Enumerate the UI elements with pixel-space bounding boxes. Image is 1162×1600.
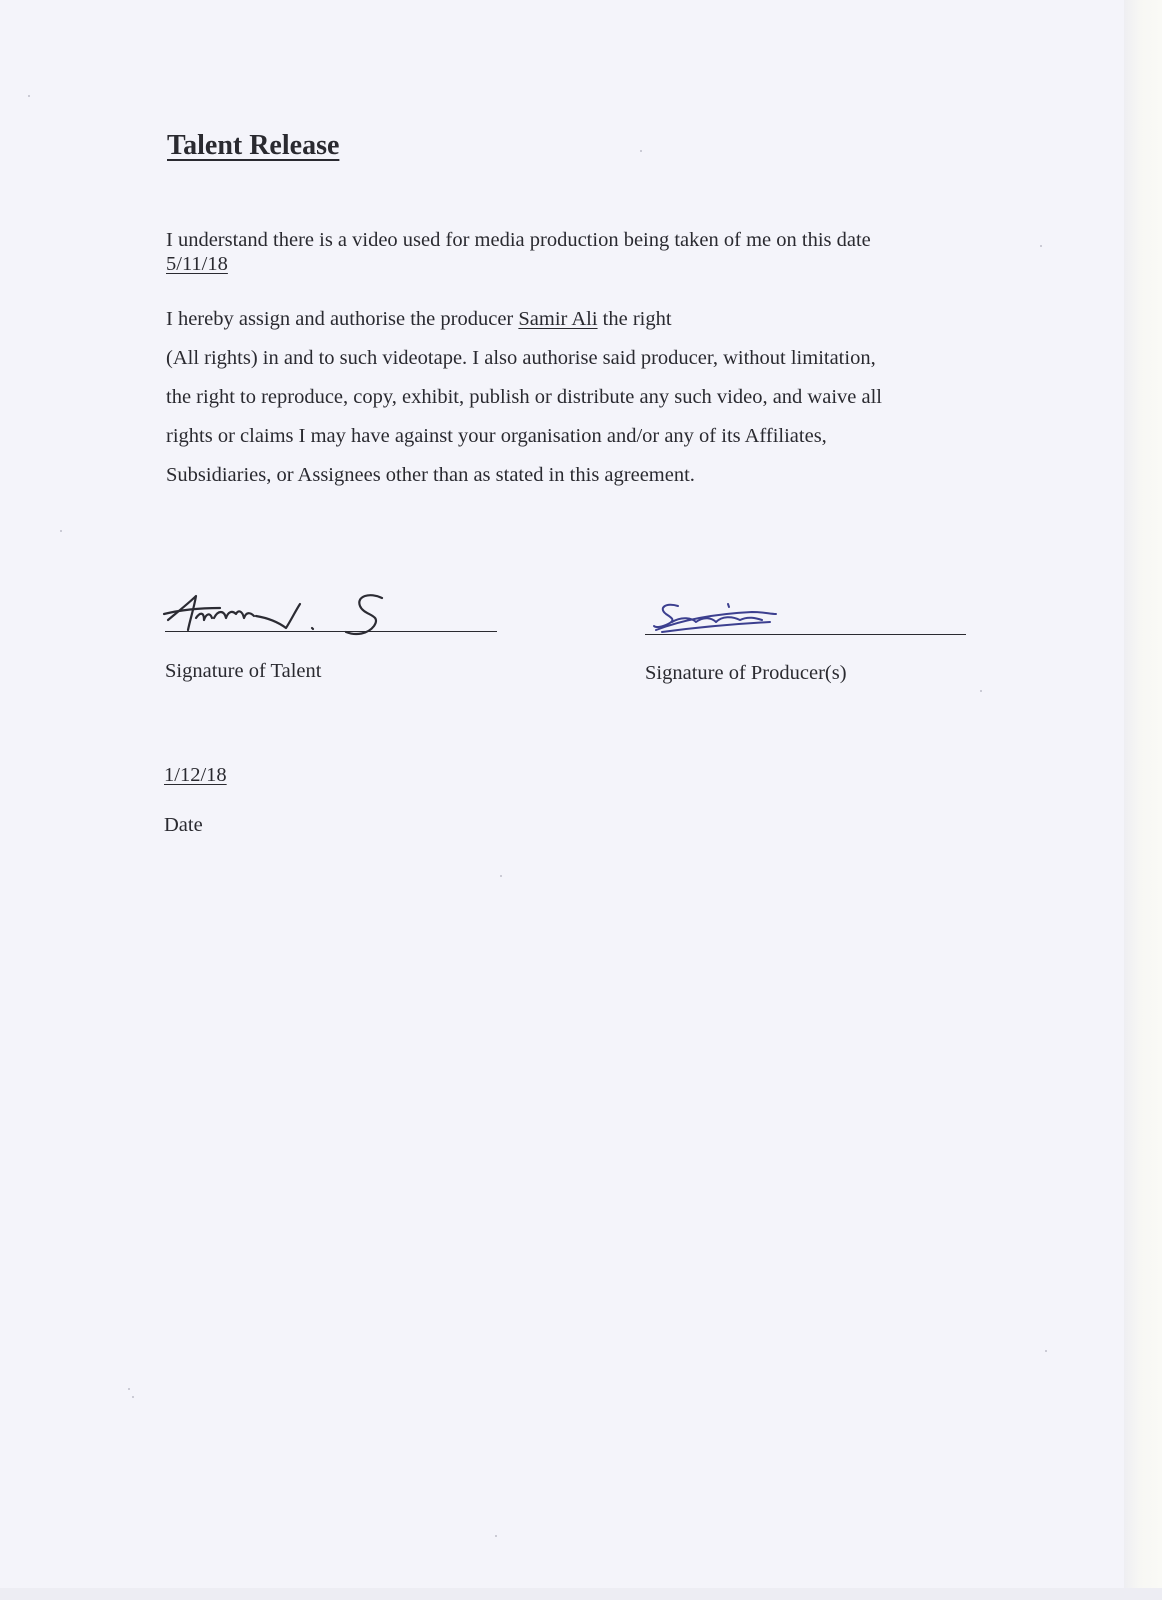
scan-speck: [980, 690, 982, 692]
scan-speck: [1040, 245, 1042, 247]
video-date-value: 5/11/18: [166, 253, 228, 275]
producer-signature-line: [645, 634, 966, 635]
signing-date-value: 1/12/18: [164, 764, 227, 786]
paragraph-2-suffix: the right: [602, 308, 672, 330]
paragraph-2-line-3: the right to reproduce, copy, exhibit, publish or distribute any such video, and waive all: [166, 386, 882, 408]
scan-speck: [128, 1388, 130, 1390]
paragraph-2-line-5: Subsidiaries, or Assignees other than as stated in this agreement.: [166, 464, 695, 486]
paragraph-2-line-4: rights or claims I may have against your organisation and/or any of its Affiliates,: [166, 425, 827, 447]
scan-speck: [495, 1535, 497, 1537]
paragraph-1-line-2: [166, 252, 228, 276]
scan-speck: [1045, 1350, 1047, 1352]
paragraph-2-line-2: (All rights) in and to such videotape. I also authorise said producer, without limitation,: [166, 347, 876, 369]
scan-speck: [500, 875, 502, 877]
producer-name: Samir Ali: [518, 308, 598, 330]
paragraph-2-prefix: I hereby assign and authorise the producer: [166, 308, 514, 330]
scan-speck: [132, 1396, 134, 1398]
scan-speck: [640, 150, 642, 152]
signing-date-label: Date: [164, 814, 203, 836]
paragraph-1-text: I understand there is a video used for media production being taken of me on this date: [166, 229, 871, 251]
producer-signature-label: Signature of Producer(s): [645, 662, 847, 684]
talent-signature-line: [165, 631, 497, 632]
paragraph-2-line-1: [166, 307, 672, 331]
scan-edge-right: [1124, 0, 1162, 1600]
talent-signature: [160, 588, 400, 648]
scan-speck: [60, 530, 62, 532]
talent-signature-label: Signature of Talent: [165, 660, 322, 682]
document-title: Talent Release: [167, 130, 340, 161]
paragraph-1-line-1: [166, 228, 871, 252]
scan-speck: [28, 95, 30, 97]
scan-edge-bottom: [0, 1588, 1162, 1600]
